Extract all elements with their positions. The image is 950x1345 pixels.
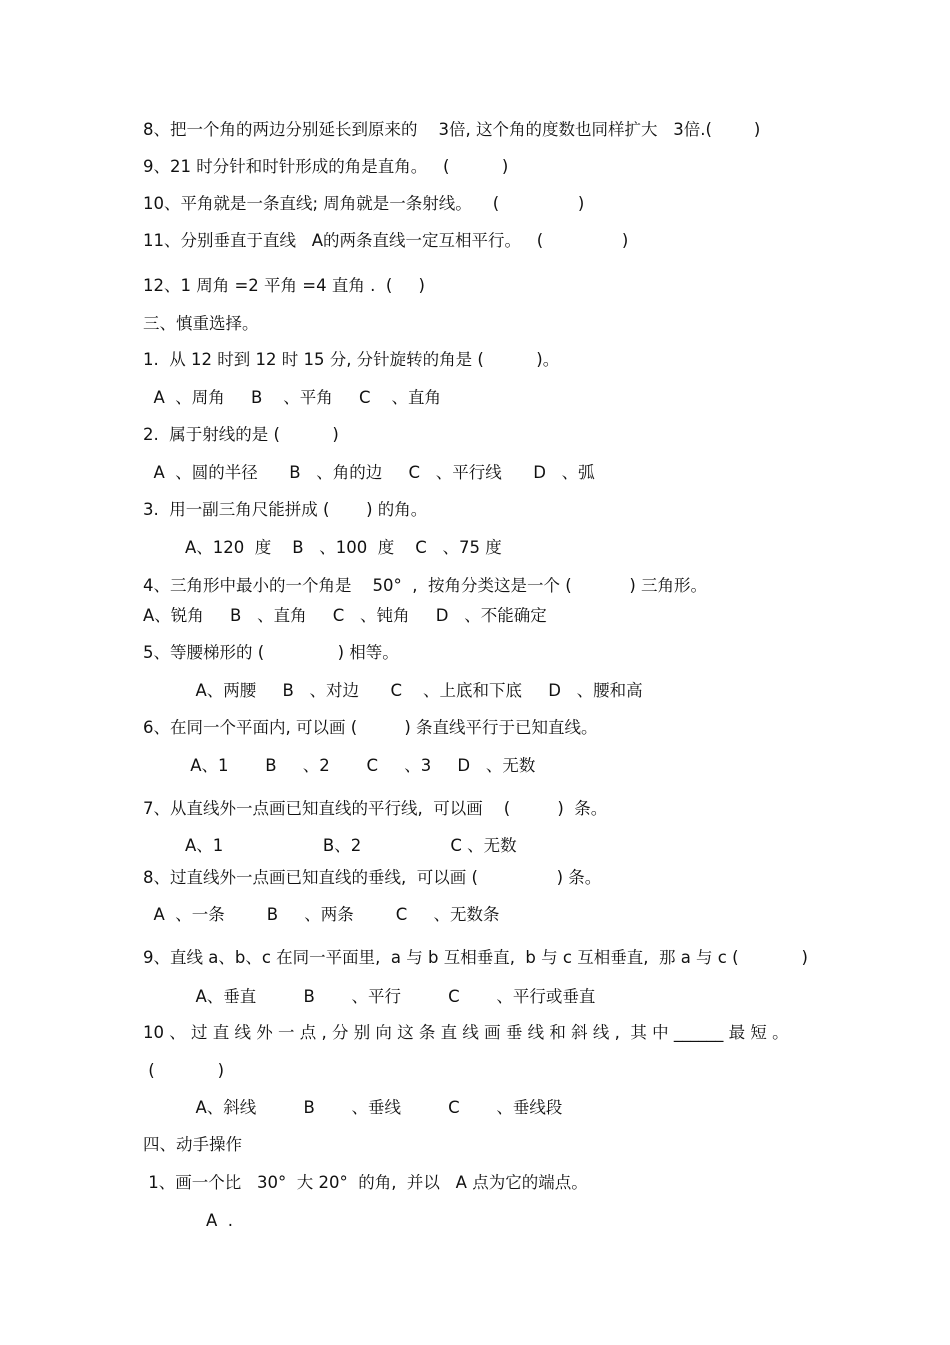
section-heading-choice: 三、慎重选择。 bbox=[143, 314, 259, 333]
section-heading-hands-on: 四、动手操作 bbox=[143, 1135, 242, 1154]
judgment-question-12: 12、1 周角 =2 平角 =4 直角 . ( ) bbox=[143, 276, 425, 295]
hands-on-question-1: 1、画一个比 30° 大 20° 的角, 并以 A 点为它的端点。 bbox=[143, 1173, 588, 1192]
choice-question-10-answer-parens: ( ) bbox=[143, 1061, 225, 1080]
judgment-question-11: 11、分别垂直于直线 A的两条直线一定互相平行。 ( ) bbox=[143, 231, 629, 250]
choice-question-4: 4、三角形中最小的一个角是 50° , 按角分类这是一个 ( ) 三角形。 bbox=[143, 576, 708, 595]
choice-question-7: 7、从直线外一点画已知直线的平行线, 可以画 ( ) 条。 bbox=[143, 799, 608, 818]
choice-question-8-options: A 、一条 B 、两条 C 、无数条 bbox=[143, 905, 500, 924]
choice-question-3: 3. 用一副三角尺能拼成 ( ) 的角。 bbox=[143, 500, 428, 519]
choice-question-3-options: A、120 度 B 、100 度 C 、75 度 bbox=[143, 538, 502, 557]
choice-question-8: 8、过直线外一点画已知直线的垂线, 可以画 ( ) 条。 bbox=[143, 868, 602, 887]
judgment-question-8: 8、把一个角的两边分别延长到原来的 3倍, 这个角的度数也同样扩大 3倍.( ) bbox=[143, 120, 761, 139]
choice-question-1: 1. 从 12 时到 12 时 15 分, 分针旋转的角是 ( )。 bbox=[143, 350, 560, 369]
judgment-question-9: 9、21 时分针和时针形成的角是直角。 ( ) bbox=[143, 157, 509, 176]
choice-question-1-options: A 、周角 B 、平角 C 、直角 bbox=[143, 388, 442, 407]
choice-question-7-options: A、1 B、2 C 、无数 bbox=[143, 836, 517, 855]
choice-question-4-options: A、锐角 B 、直角 C 、钝角 D 、不能确定 bbox=[143, 606, 547, 625]
choice-question-10: 10 、 过 直 线 外 一 点 , 分 别 向 这 条 直 线 画 垂 线 和 斜 线 , 其 中 ______ 最 短 。 bbox=[143, 1023, 789, 1042]
choice-question-10-options: A、斜线 B 、垂线 C 、垂线段 bbox=[143, 1098, 563, 1117]
choice-question-9: 9、直线 a、b、c 在同一平面里, a 与 b 互相垂直, b 与 c 互相垂直, 那 a 与 c ( ) bbox=[143, 948, 808, 967]
choice-question-5-options: A、两腰 B 、对边 C 、上底和下底 D 、腰和高 bbox=[143, 681, 643, 700]
choice-question-9-options: A、垂直 B 、平行 C 、平行或垂直 bbox=[143, 987, 596, 1006]
choice-question-5: 5、等腰梯形的 ( ) 相等。 bbox=[143, 643, 399, 662]
choice-question-2: 2. 属于射线的是 ( ) bbox=[143, 425, 339, 444]
judgment-question-10: 10、平角就是一条直线; 周角就是一条射线。 ( ) bbox=[143, 194, 585, 213]
point-a-label: A . bbox=[143, 1211, 233, 1230]
choice-question-2-options: A 、圆的半径 B 、角的边 C 、平行线 D 、弧 bbox=[143, 463, 595, 482]
choice-question-6: 6、在同一个平面内, 可以画 ( ) 条直线平行于已知直线。 bbox=[143, 718, 598, 737]
choice-question-6-options: A、1 B 、2 C 、3 D 、无数 bbox=[143, 756, 536, 775]
